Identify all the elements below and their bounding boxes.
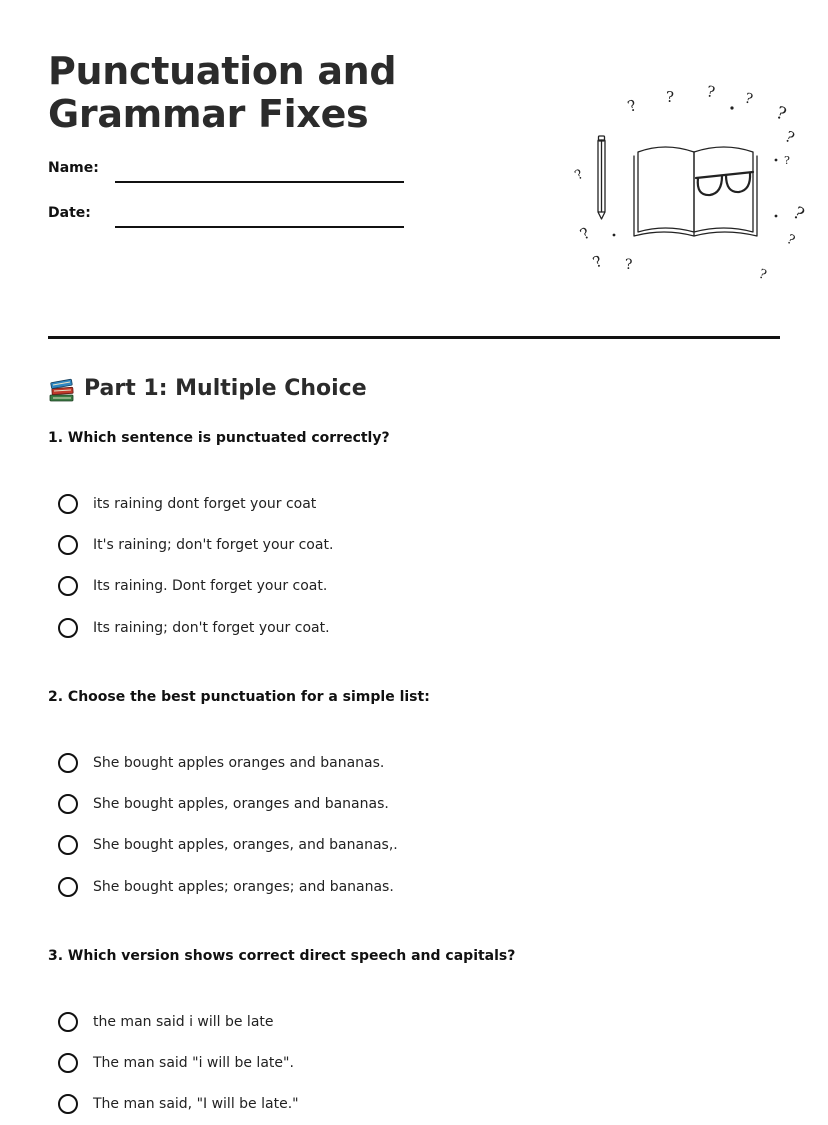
option-2a[interactable] <box>58 742 398 783</box>
option-3a[interactable] <box>58 1001 299 1042</box>
question-3 <box>48 946 780 1113</box>
question-3-text: 3. Which version shows correct direct speech and capitals? <box>48 948 516 964</box>
question-mark-5: ? <box>773 102 789 125</box>
question-2 <box>48 687 780 895</box>
question-mark-9: ? <box>784 232 797 249</box>
radio-button[interactable] <box>58 1053 78 1073</box>
radio-button[interactable] <box>58 535 78 555</box>
question-1-options <box>58 483 333 649</box>
date-write-line[interactable] <box>115 226 404 228</box>
section-title-text: Part 1: Multiple Choice <box>84 376 367 401</box>
question-mark-6: ? <box>782 127 798 148</box>
option-2d[interactable] <box>58 866 398 907</box>
option-label: She bought apples, oranges, and bananas,. <box>93 837 398 854</box>
section-divider <box>48 336 780 339</box>
question-mark-3: ? <box>705 82 717 102</box>
section-title-part-1 <box>48 372 367 406</box>
title-line-2: Grammar Fixes <box>48 92 369 136</box>
question-mark-11: ? <box>572 166 587 184</box>
question-mark-14: ? <box>625 257 633 273</box>
question-1 <box>48 428 780 636</box>
name-label: Name: <box>48 160 99 176</box>
radio-button[interactable] <box>58 753 78 773</box>
radio-button[interactable] <box>58 618 78 638</box>
book-glasses-illustration-icon <box>520 72 808 292</box>
radio-button[interactable] <box>58 877 78 897</box>
option-3b[interactable] <box>58 1042 299 1083</box>
option-2c[interactable] <box>58 825 398 866</box>
worksheet-page <box>48 0 808 1118</box>
radio-button[interactable] <box>58 794 78 814</box>
option-1a[interactable] <box>58 483 333 524</box>
date-label: Date: <box>48 205 91 221</box>
radio-button[interactable] <box>58 835 78 855</box>
option-label: its raining dont forget your coat <box>93 495 317 512</box>
question-2-options <box>58 742 398 908</box>
question-mark-7: ? <box>784 154 790 167</box>
radio-button[interactable] <box>58 1012 78 1032</box>
name-field[interactable] <box>48 160 408 184</box>
option-1d[interactable] <box>58 607 333 648</box>
radio-button[interactable] <box>58 494 78 514</box>
page-title <box>48 50 396 136</box>
option-label: She bought apples oranges and bananas. <box>93 754 385 771</box>
option-label: She bought apples; oranges; and bananas. <box>93 878 394 895</box>
date-field[interactable] <box>48 205 408 229</box>
question-3-options <box>58 1001 299 1125</box>
option-label: the man said i will be late <box>93 1013 274 1030</box>
option-label: The man said "i will be late". <box>93 1055 294 1072</box>
question-mark-8: ? <box>789 203 808 225</box>
question-1-text: 1. Which sentence is punctuated correctly? <box>48 430 390 446</box>
question-mark-10: ? <box>756 266 769 284</box>
question-mark-1: ? <box>625 96 639 116</box>
question-mark-12: ? <box>577 223 593 244</box>
title-line-1: Punctuation and <box>48 49 397 93</box>
question-2-text: 2. Choose the best punctuation for a simple list: <box>48 689 430 705</box>
option-1b[interactable] <box>58 524 333 565</box>
question-mark-13: ? <box>590 251 605 272</box>
radio-button[interactable] <box>58 1094 78 1114</box>
option-label: The man said, "I will be late." <box>93 1096 299 1113</box>
option-label: Its raining. Dont forget your coat. <box>93 578 328 595</box>
question-mark-2: ? <box>666 88 675 106</box>
option-label: It's raining; don't forget your coat. <box>93 537 334 554</box>
radio-button[interactable] <box>58 576 78 596</box>
option-3c[interactable] <box>58 1084 299 1125</box>
name-write-line[interactable] <box>115 181 404 183</box>
question-mark-4: ? <box>742 90 755 108</box>
option-label: She bought apples, oranges and bananas. <box>93 796 389 813</box>
option-label: Its raining; don't forget your coat. <box>93 619 330 636</box>
option-1c[interactable] <box>58 566 333 607</box>
books-icon <box>48 375 76 403</box>
option-2b[interactable] <box>58 783 398 824</box>
